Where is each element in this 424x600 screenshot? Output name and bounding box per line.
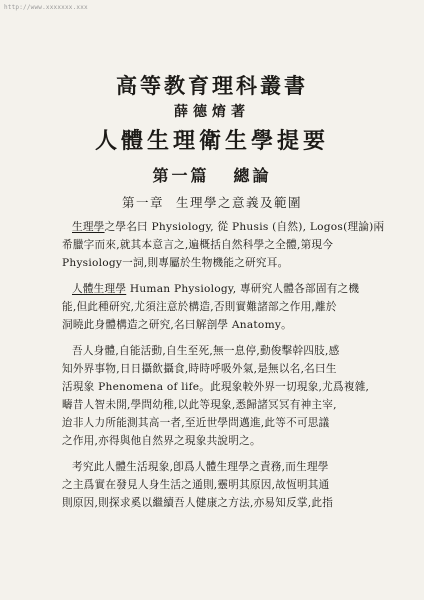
part-name: 總論 [233,166,272,185]
watermark-url: http://www.xxxxxxx.xxx [4,4,88,11]
paragraph-line: 知外界事物,日日攝飲攝食,時時呼吸外氣,是無以名,名曰生 [62,363,337,375]
paragraph-line: 生理學之學名曰 Physiology, 從 Phusis (自然), Logos(理論)兩 [72,221,385,233]
paragraph-line: 洞曉此身體構造之研究,名曰解剖學 Anatomy。 [62,319,292,331]
paragraph-line: 希臘字而來,就其本意言之,遍概括自然科學之全體,第現今 [62,239,334,251]
paragraph-line: 考究此人體生活現象,卽爲人體生理學之責務,而生理學 [72,461,329,473]
paragraph-line: 則原因,則探求奚以繼續吾人健康之方法,亦易知反掌,此指 [62,497,334,509]
paragraph-line: Physiology一詞,則專屬於生物機能之研究耳。 [62,257,289,269]
paragraph-line: 人體生理學 Human Physiology, 專研究人體各部固有之機 [72,283,360,295]
paragraph-line: 能,但此種研究,尤須注意於構造,否則實難諸部之作用,離於 [62,301,337,313]
part-number: 第一篇 [152,166,210,185]
paragraph-line: 之作用,亦得與他自然界之現象共說明之。 [62,435,261,447]
paragraph-line: 疇昔人智未開,學問幼稚,以此等現象,悉歸諸冥冥有神主宰, [62,399,337,411]
chapter-heading [0,193,424,211]
underlined-term: 人體生理學 [72,283,127,295]
author-line: 薛德焴著 [174,104,250,120]
underlined-term: 生理學 [72,221,105,233]
chapter-name: 生理學之意義及範圍 [176,195,303,210]
chapter-number: 第一章 [121,195,164,210]
book-title: 人體生理衛生學提要 [94,128,329,154]
part-heading [0,163,424,186]
series-title: 高等教育理科叢書 [116,73,308,98]
paragraph-line: 活現象 Phenomena of life。此現象較外界一切現象,尤爲複雜, [62,381,370,393]
paragraph-line: 之主爲實在發見人身生活之通則,靈明其原因,故恆明其通 [62,479,330,491]
paragraph-line: 吾人身體,自能活動,自生至死,無一息停,動俊擊幹四肢,感 [72,345,340,357]
body-text [62,218,385,512]
paragraph-line: 迨非人力所能測其高一者,至近世學問邁進,此等不可思議 [62,417,330,429]
